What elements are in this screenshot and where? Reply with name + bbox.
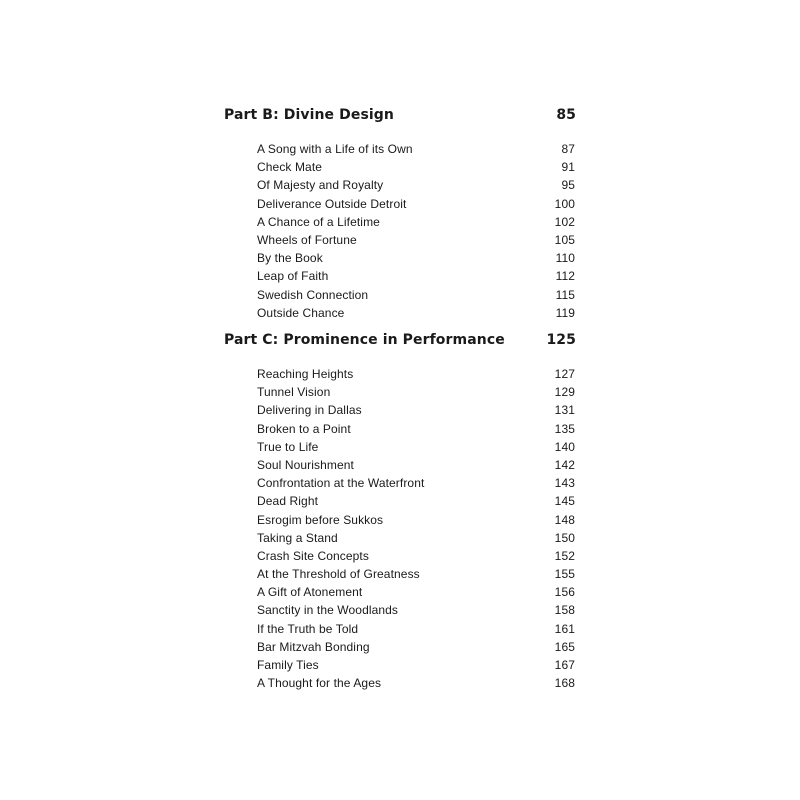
toc-entry [257, 620, 575, 638]
chapter-page-number: 91 [561, 160, 575, 175]
chapter-title: Check Mate [257, 160, 323, 175]
toc-entry [257, 365, 575, 383]
chapter-page-number: 140 [554, 439, 575, 454]
toc-entry [257, 249, 575, 267]
chapter-page-number: 131 [554, 403, 575, 418]
chapter-page-number: 127 [554, 367, 575, 381]
toc-entry [257, 304, 575, 322]
chapter-title: Crash Site Concepts [257, 548, 369, 563]
chapter-list [257, 365, 575, 692]
chapter-title: Tunnel Vision [257, 385, 331, 400]
chapter-page-number: 110 [555, 251, 575, 266]
chapter-title: Soul Nourishment [257, 457, 354, 472]
part-heading [224, 107, 576, 123]
chapter-page-number: 150 [554, 530, 575, 545]
chapter-page-number: 152 [554, 548, 575, 563]
toc-entry [257, 195, 575, 213]
chapter-page-number: 158 [554, 603, 575, 618]
toc-entry [257, 529, 575, 547]
toc-entry [257, 140, 575, 158]
toc-entry [257, 420, 575, 438]
chapter-title: Outside Chance [257, 305, 345, 320]
chapter-page-number: 148 [554, 512, 575, 527]
chapter-page-number: 142 [554, 457, 575, 472]
chapter-title: If the Truth be Told [257, 621, 359, 636]
toc-entry [257, 583, 575, 601]
chapter-page-number: 165 [554, 639, 575, 654]
chapter-title: Leap of Faith [257, 269, 329, 284]
toc-entry [257, 638, 575, 656]
chapter-title: Of Majesty and Royalty [257, 178, 384, 193]
chapter-title: At the Threshold of Greatness [257, 567, 420, 582]
chapter-page-number: 167 [554, 658, 575, 672]
part-heading [224, 332, 576, 348]
chapter-page-number: 161 [554, 621, 575, 636]
part-title: Part C: Prominence in Performance [224, 332, 505, 348]
chapter-page-number: 100 [554, 196, 575, 211]
chapter-title: Delivering in Dallas [257, 403, 362, 418]
chapter-page-number: 105 [554, 232, 575, 247]
toc-entry [257, 547, 575, 565]
toc-entry [257, 565, 575, 583]
chapter-title: True to Life [257, 439, 319, 454]
part-page-number: 125 [546, 332, 576, 348]
chapter-title: A Thought for the Ages [257, 676, 382, 691]
chapter-page-number: 135 [554, 421, 575, 436]
toc-entry [257, 401, 575, 419]
toc-entry [257, 267, 575, 285]
chapter-page-number: 156 [554, 585, 575, 600]
toc-entry [257, 474, 575, 492]
chapter-title: Broken to a Point [257, 421, 351, 436]
chapter-title: Esrogim before Sukkos [257, 512, 384, 527]
toc-entry [257, 438, 575, 456]
chapter-title: Bar Mitzvah Bonding [257, 639, 370, 654]
toc-entry [257, 674, 575, 692]
toc-entry [257, 286, 575, 304]
chapter-title: Family Ties [257, 658, 319, 672]
chapter-title: Swedish Connection [257, 287, 369, 302]
chapter-title: A Gift of Atonement [257, 585, 363, 600]
toc-entry [257, 213, 575, 231]
chapter-page-number: 155 [554, 567, 575, 582]
toc-entry [257, 383, 575, 401]
chapter-page-number: 143 [554, 476, 575, 491]
chapter-page-number: 129 [554, 385, 575, 400]
chapter-title: A Chance of a Lifetime [257, 214, 380, 229]
chapter-page-number: 112 [555, 269, 575, 284]
toc-entry [257, 601, 575, 619]
toc-entry [257, 492, 575, 510]
chapter-title: Wheels of Fortune [257, 232, 357, 247]
chapter-title: By the Book [257, 251, 323, 266]
chapter-title: Confrontation at the Waterfront [257, 476, 425, 491]
toc-entry [257, 511, 575, 529]
toc-entry [257, 176, 575, 194]
part-title: Part B: Divine Design [224, 107, 394, 123]
chapter-title: Reaching Heights [257, 367, 354, 381]
chapter-page-number: 168 [554, 676, 575, 691]
toc-entry [257, 158, 575, 176]
chapter-page-number: 95 [561, 178, 575, 193]
chapter-title: Deliverance Outside Detroit [257, 196, 407, 211]
toc-entry [257, 656, 575, 674]
part-page-number: 85 [556, 107, 576, 123]
chapter-page-number: 102 [554, 214, 575, 229]
chapter-title: A Song with a Life of its Own [257, 142, 413, 156]
toc-entry [257, 231, 575, 249]
chapter-title: Sanctity in the Woodlands [257, 603, 399, 618]
chapter-page-number: 87 [561, 142, 575, 156]
chapter-page-number: 145 [554, 494, 575, 509]
chapter-title: Dead Right [257, 494, 319, 509]
chapter-title: Taking a Stand [257, 530, 338, 545]
chapter-page-number: 115 [555, 287, 575, 302]
toc-entry [257, 456, 575, 474]
chapter-list [257, 140, 575, 322]
chapter-page-number: 119 [555, 305, 575, 320]
